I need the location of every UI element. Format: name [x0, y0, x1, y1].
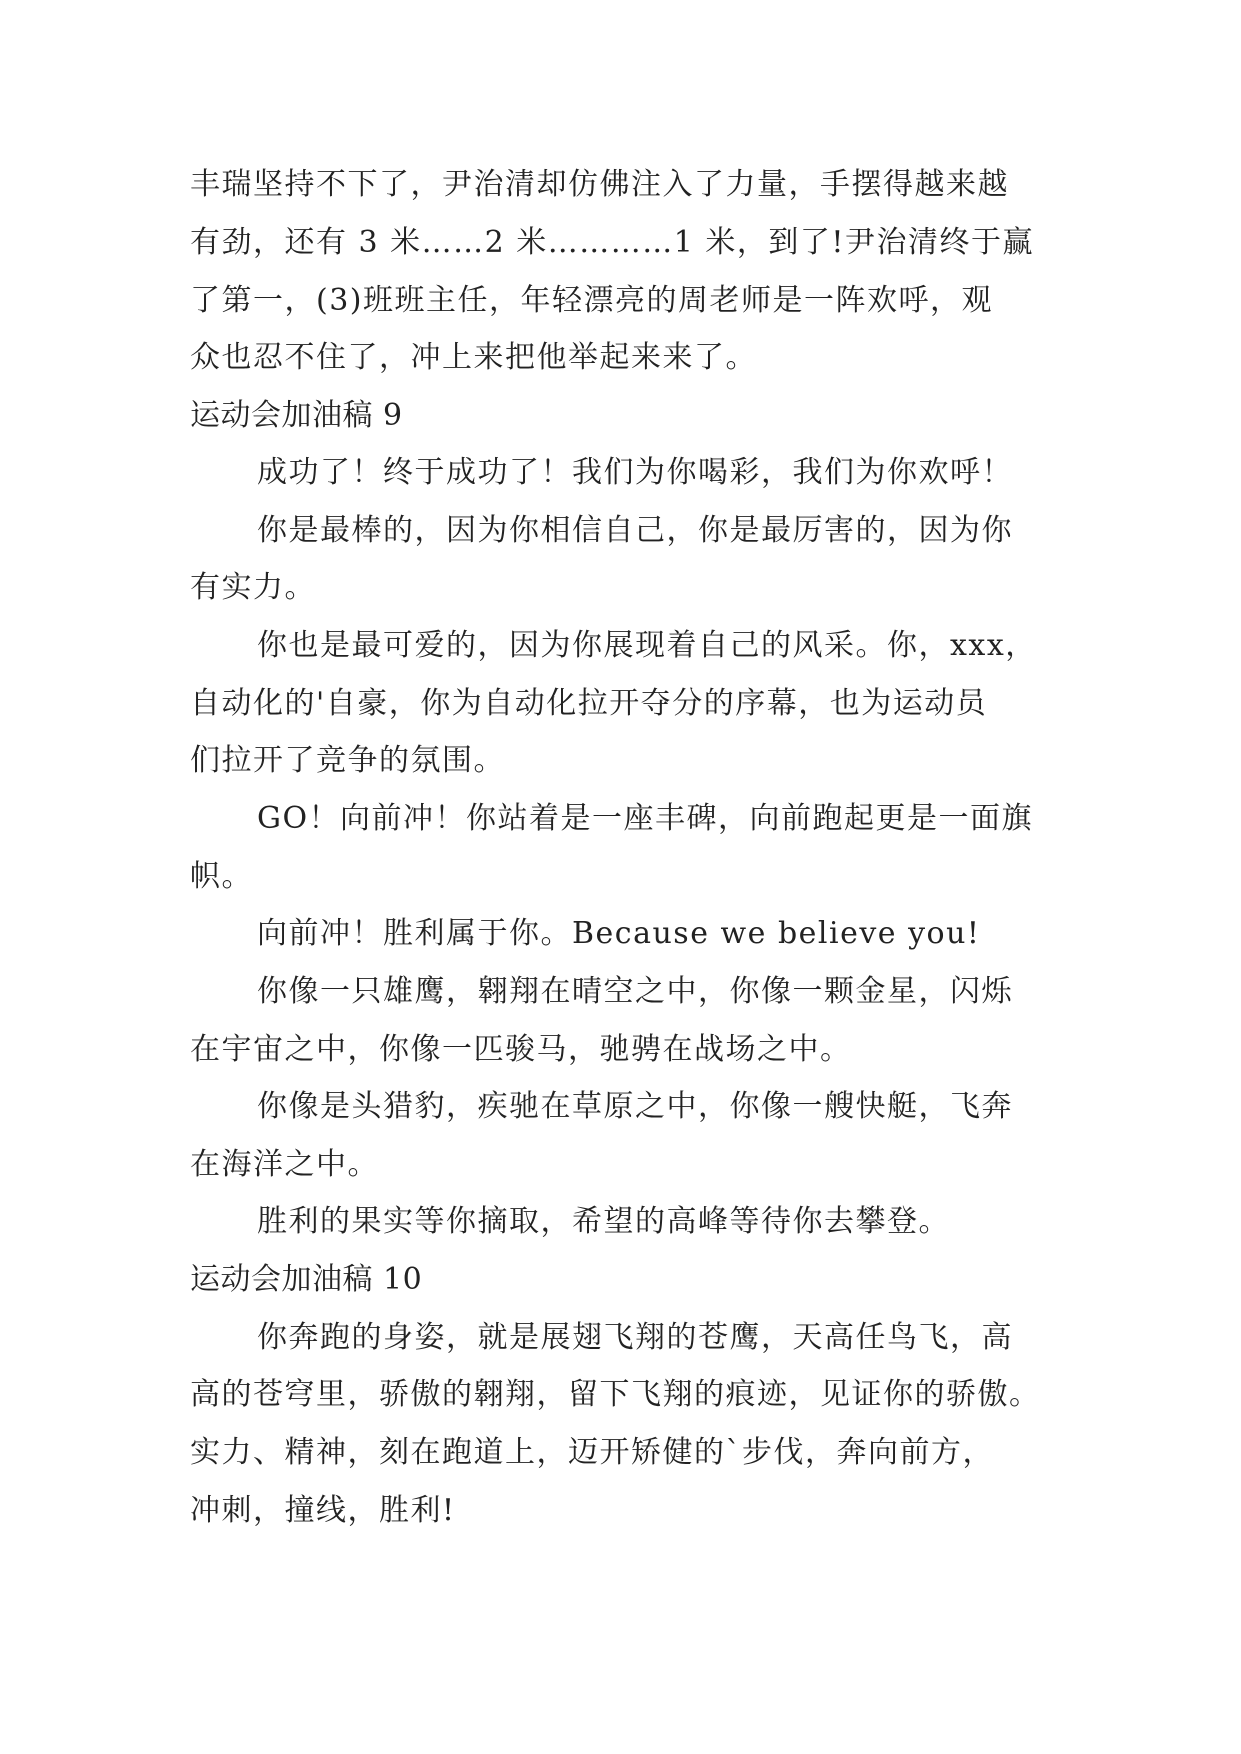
paragraph-line: 高的苍穹里，骄傲的翱翔，留下飞翔的痕迹，见证你的骄傲。 [190, 1377, 1041, 1412]
paragraph-line: 你奔跑的身姿，就是展翅飞翔的苍鹰，天高任鸟飞，高 [257, 1320, 1013, 1355]
section-heading: 运动会加油稿 10 [190, 1262, 423, 1297]
paragraph-line: 在宇宙之中，你像一匹骏马，驰骋在战场之中。 [190, 1032, 852, 1067]
paragraph-line: 有劲，还有 3 米……2 米…………1 米，到了!尹治清终于赢 [190, 225, 1034, 260]
paragraph-line: 众也忍不住了，冲上来把他举起来来了。 [190, 340, 757, 375]
paragraph-line: 向前冲！胜利属于你。Because we believe you! [257, 916, 981, 951]
paragraph-line: 在海洋之中。 [190, 1147, 379, 1182]
paragraph-line: 实力、精神，刻在跑道上，迈开矫健的`步伐，奔向前方， [190, 1435, 994, 1470]
paragraph-line: 你像是头猎豹，疾驰在草原之中，你像一艘快艇，飞奔 [257, 1089, 1013, 1124]
paragraph-line: 们拉开了竞争的氛围。 [190, 743, 505, 778]
paragraph-line: GO！向前冲！你站着是一座丰碑，向前跑起更是一面旗 [257, 801, 1034, 836]
paragraph-line: 胜利的果实等你摘取，希望的高峰等待你去攀登。 [257, 1204, 950, 1239]
paragraph-line: 丰瑞坚持不下了，尹治清却仿佛注入了力量，手摆得越来越 [190, 167, 1009, 202]
paragraph-line: 自动化的'自豪，你为自动化拉开夺分的序幕，也为运动员 [190, 686, 988, 721]
paragraph-line: 成功了！终于成功了！我们为你喝彩，我们为你欢呼！ [257, 455, 1013, 490]
paragraph-line: 有实力。 [190, 570, 316, 605]
paragraph-line: 冲刺，撞线，胜利! [190, 1493, 456, 1528]
paragraph-line: 你是最棒的，因为你相信自己，你是最厉害的，因为你 [257, 513, 1013, 548]
paragraph-line: 你也是最可爱的，因为你展现着自己的风采。你，xxx， [257, 628, 1037, 663]
paragraph-line: 你像一只雄鹰，翱翔在晴空之中，你像一颗金星，闪烁 [257, 974, 1013, 1009]
paragraph-line: 帜。 [190, 859, 253, 894]
paragraph-line: 了第一，(3)班班主任，年轻漂亮的周老师是一阵欢呼，观 [190, 283, 993, 318]
section-heading: 运动会加油稿 9 [190, 398, 403, 433]
